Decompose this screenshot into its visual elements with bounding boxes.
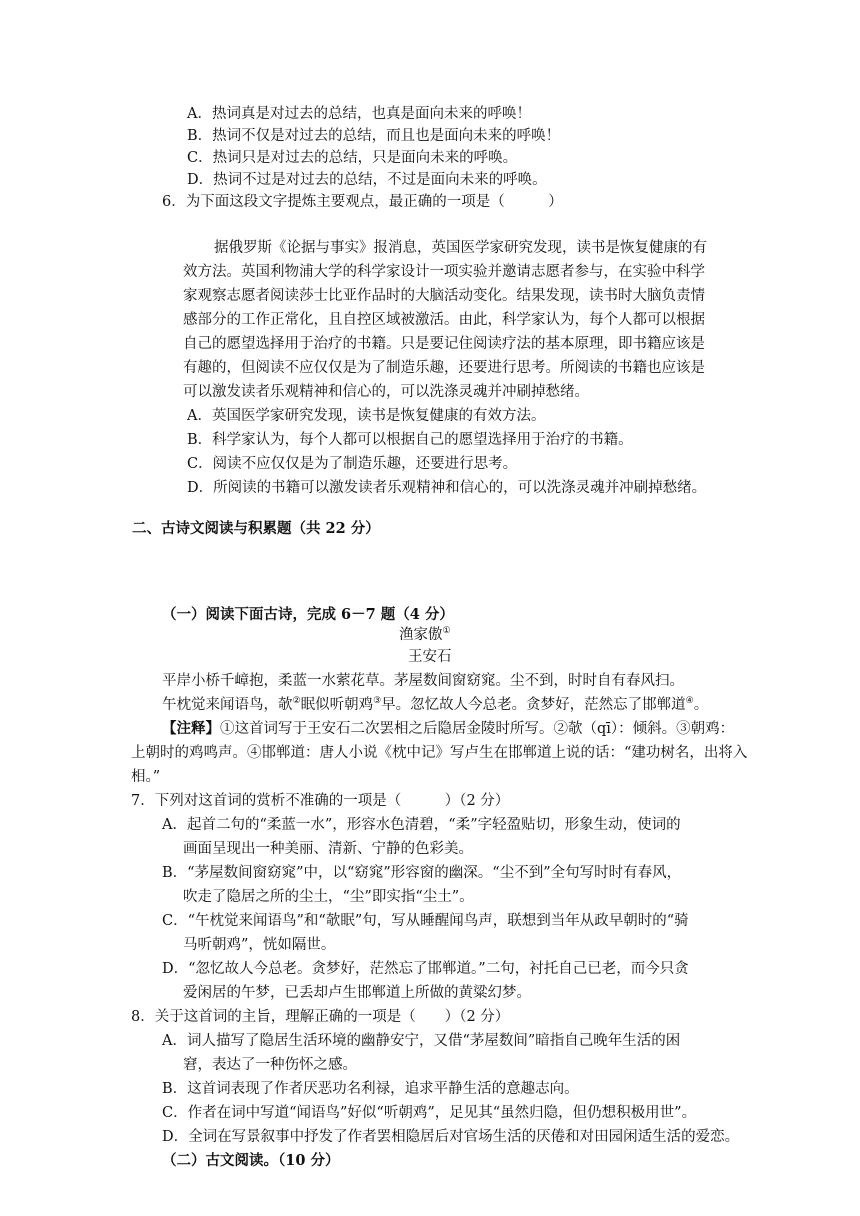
- poem-line: 平岸小桥千嶂抱，柔蓝一水萦花草。茅屋数间窗窈窕。尘不到，时时自有春风扫。: [162, 673, 684, 689]
- q6-option-c: C．阅读不应仅仅是为了制造乐趣，还要进行思考。: [187, 456, 518, 472]
- q7-option-c-cont: 马听朝鸡”，恍如隔世。: [183, 937, 336, 953]
- q7-option-a: A．起首二句的“柔蓝一水”，形容水色清碧，“柔”字轻盈贴切，形象生动，使词的: [162, 817, 681, 833]
- poem-author: 王安石: [408, 649, 452, 665]
- q6-option-b: B．科学家认为，每个人都可以根据自己的愿望选择用于治疗的书籍。: [187, 432, 633, 448]
- q7-option-b-cont: 吹走了隐居之所的尘土，“尘”即实指“尘土”。: [183, 889, 474, 905]
- poem-notes-continued: 相。”: [131, 769, 161, 785]
- q7-option-a-cont: 画面呈现出一种美丽、清新、宁静的色彩美。: [183, 841, 473, 857]
- q6-passage-line: 有趣的，但阅读不应仅仅是为了制造乐趣，还要进行思考。所阅读的书籍也应该是: [183, 360, 705, 376]
- notes-label: 【注释】: [162, 720, 220, 737]
- q8-option-a-cont: 窘，表达了一种伤怀之感。: [183, 1057, 357, 1073]
- q7-stem: 7．下列对这首词的赏析不准确的一项是（ ）（2 分）: [131, 793, 510, 809]
- q6-passage-line: 效方法。英国利物浦大学的科学家设计一项实验并邀请志愿者参与，在实验中科学: [183, 264, 705, 280]
- q6-passage-line: 家观察志愿者阅读莎士比亚作品时的大脑活动变化。结果发现，读书时大脑负责情: [183, 288, 705, 304]
- classical-section-heading: （二）古文阅读。（10 分）: [162, 1152, 340, 1169]
- q6-passage-line: 感部分的工作正常化，且自控区域被激活。由此，科学家认为，每个人都可以根据: [183, 312, 705, 328]
- poem-title: 渔家傲①: [399, 626, 451, 643]
- q8-option-a: A．词人描写了隐居生活环境的幽静安宁，又借“茅屋数间”暗指自己晚年生活的困: [162, 1033, 681, 1049]
- q7-option-d: D．“忽忆故人今总老。贪梦好，茫然忘了邯郸道。”二句，衬托自己已老，而今只贪: [162, 961, 689, 977]
- q8-stem: 8．关于这首词的主旨，理解正确的一项是（ ）（2 分）: [131, 1009, 510, 1025]
- q8-option-d: D．全词在写景叙事中抒发了作者罢相隐居后对官场生活的厌倦和对田园闲适生活的爱恋。: [162, 1129, 740, 1145]
- q5-option-c: C．热词只是对过去的总结，只是面向未来的呼唤。: [187, 150, 518, 166]
- q6-option-d: D．所阅读的书籍可以激发读者乐观精神和信心的，可以洗涤灵魂并冲刷掉愁绪。: [187, 480, 707, 496]
- q5-option-a: A．热词真是对过去的总结，也真是面向未来的呼唤！: [187, 106, 531, 122]
- q7-option-b: B．“茅屋数间窗窈窕”中，以“窈窕”形容窗的幽深。“尘不到”全句写时时有春风，: [162, 865, 682, 881]
- section-heading: 二、古诗文阅读与积累题（共 22 分）: [132, 520, 380, 537]
- poem-line: 午枕觉来闻语鸟，欹②眠似听朝鸡③早。忽忆故人今总老。贪梦好，茫然忘了邯郸道④。: [162, 696, 709, 713]
- q7-option-d-cont: 爱闲居的午梦，已丢却卢生邯郸道上所做的黄粱幻梦。: [183, 985, 531, 1001]
- q6-passage-line: 可以激发读者乐观精神和信心的，可以洗涤灵魂并冲刷掉愁绪。: [183, 384, 589, 400]
- q6-option-a: A．英国医学家研究发现，读书是恢复健康的有效方法。: [187, 408, 546, 424]
- q7-option-c: C．“午枕觉来闻语鸟”和“欹眠”句，写从睡醒闻鸟声，联想到当年从政早朝时的“骑: [162, 913, 689, 929]
- poem-subsection-heading: （一）阅读下面古诗，完成 6－7 题（4 分）: [162, 606, 454, 623]
- q6-stem: 6．为下面这段文字提炼主要观点，最正确的一项是（ ）: [162, 194, 563, 210]
- poem-notes-continued: 上朝时的鸡鸣声。④邯郸道：唐人小说《枕中记》写卢生在邯郸道上说的话：“建功树名，出将入: [131, 745, 748, 761]
- q6-passage-line: 据俄罗斯《论据与事实》报消息，英国医学家研究发现，读书是恢复健康的有: [214, 240, 707, 256]
- q8-option-b: B．这首词表现了作者厌恶功名利禄，追求平静生活的意趣志向。: [162, 1081, 579, 1097]
- q8-option-c: C．作者在词中写道“闻语鸟”好似“听朝鸡”，足见其“虽然归隐，但仍想积极用世”。: [162, 1105, 697, 1121]
- q6-passage-line: 自己的愿望选择用于治疗的书籍。只是要记住阅读疗法的基本原理，即书籍应该是: [183, 336, 705, 352]
- poem-notes: 【注释】①这首词写于王安石二次罢相之后隐居金陵时所写。②欹（qī）：倾斜。③朝鸡：: [162, 720, 735, 737]
- q5-option-b: B．热词不仅是对过去的总结，而且也是面向未来的呼唤！: [187, 128, 561, 144]
- q5-option-d: D．热词不过是对过去的总结，不过是面向未来的呼唤。: [187, 172, 547, 188]
